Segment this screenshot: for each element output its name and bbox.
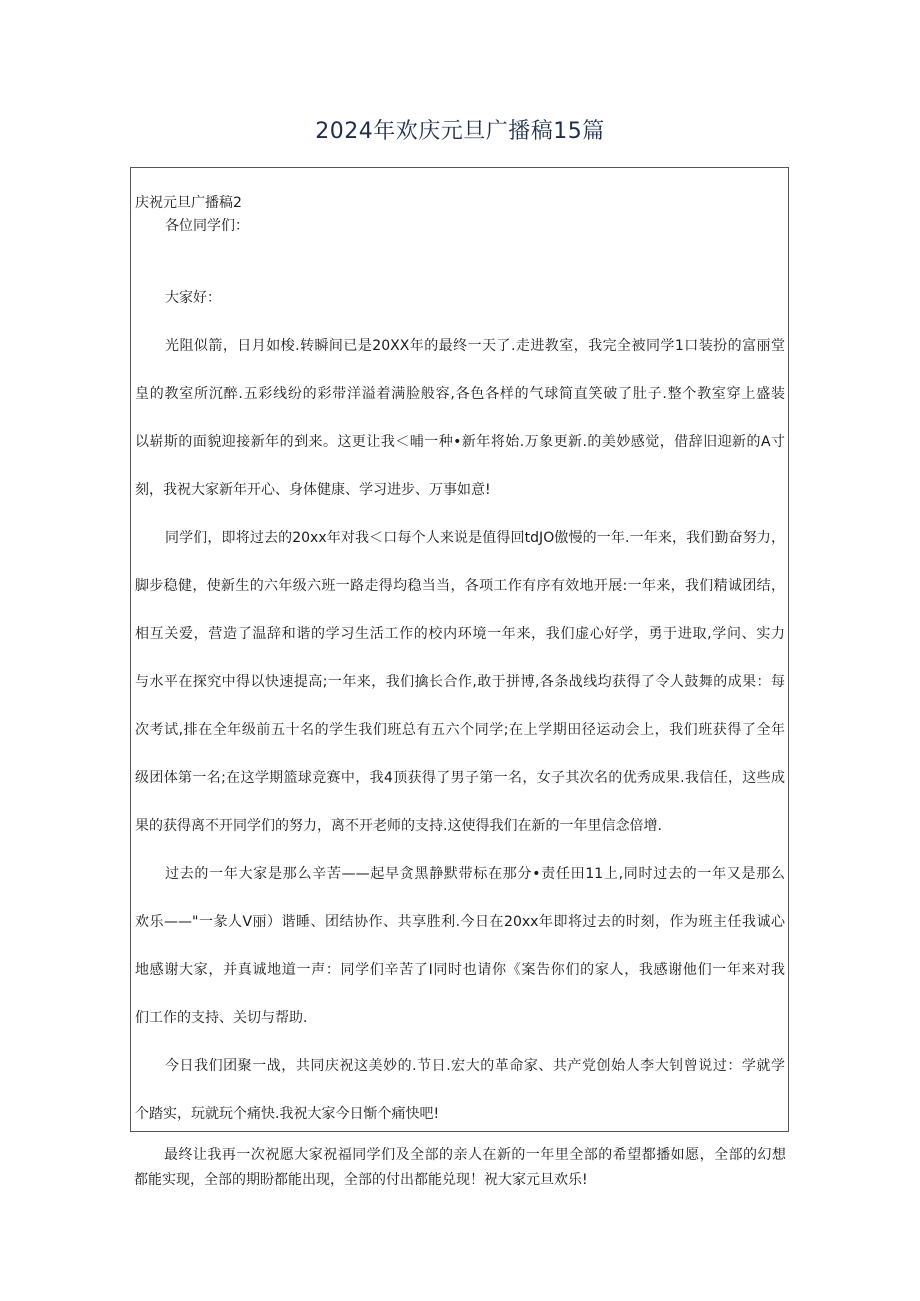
paragraph-line: 以崭斯的面貌迎接新年的到来。这更让我＜晡一种•新年将始.万象更新.的美妙感觉，借辞旧迎新的A寸 (135, 434, 785, 450)
section-heading: 庆祝元旦广播稿2 (135, 195, 242, 211)
paragraph-line: 果的获得离不开同学们的努力，离不开老师的支持.这使得我们在新的一年里信念倍增. (135, 818, 662, 834)
paragraph-line: 脚步稳健，使新生的六年级六班一路走得均稳当当，各项工作有序有效地开展:一年来，我们精诚团结， (135, 578, 785, 594)
paragraph-line: 刻，我祝大家新年开心、身体健康、学习进步、万事如意! (135, 482, 491, 498)
paragraph-line: 欢乐——"一彖人V丽）谐睡、团结协作、共享胜利.今日在20xx年即将过去的时刻，作为班主任我诚心 (135, 914, 785, 930)
paragraph-line: 过去的一年大家是那么辛苦——起早贪黑静默带标在那分•责任田11上,同时过去的一年又是那么 (165, 866, 785, 882)
paragraph-line: 个踏实，玩就玩个痛快.我祝大家今日惭个痛快吧! (135, 1106, 440, 1122)
paragraph-line: 同学们，即将过去的20xx年对我＜口每个人来说是值得回tdJO傲慢的一年.一年来，我们勤奋努力， (165, 530, 785, 546)
closing-line: 最终让我再一次祝愿大家祝福同学们及全部的亲人在新的一年里全部的希望都播如愿，全部的幻想 (164, 1147, 786, 1163)
paragraph-line: 与水平在探究中得以快速提高;一年来，我们擒长合作,敢于拼博,各条战线均获得了令人鼓舞的成果：每 (135, 674, 785, 690)
salutation: 各位同学们： (165, 218, 249, 234)
paragraph-line: 光阻似箭，日月如梭.转瞬间已是20XX年的最终一天了.走进教室，我完全被同学1口装扮的富丽堂 (165, 338, 785, 354)
document-title: 2024年欢庆元旦广播稿15篇 (315, 119, 605, 144)
paragraph-line: 地感谢大家，并真诚地道一声：同学们辛苦了I同时也请你《案告你们的家人，我感谢他们一年来对我 (135, 962, 785, 978)
paragraph-line: 们工作的支持、关切与帮助. (135, 1010, 308, 1026)
paragraph-line: 今日我们团聚一战，共同庆祝这美妙的.节日.宏大的革命家、共产党创始人李大钊曾说过：学就学 (165, 1058, 785, 1074)
greeting: 大家好： (165, 290, 221, 306)
closing-line: 都能实现，全部的期盼都能出现，全部的付出都能兑现！祝大家元旦欢乐! (134, 1172, 588, 1188)
paragraph-line: 级团体第一名;在这学期篮球竞赛中，我4顶获得了男子第一名，女子其次名的优秀成果.我信任，这些成 (135, 770, 785, 786)
paragraph-line: 相互关爱，营造了温辞和谐的学习生活工作的校内环境一年来，我们虚心好学，勇于进取,学问、实力 (135, 626, 785, 642)
content-box (130, 167, 789, 1132)
paragraph-line: 次考试,排在全年级前五十名的学生我们班总有五六个同学;在上学期田径运动会上，我们班获得了全年 (135, 722, 785, 738)
paragraph-line: 皇的教室所沉醉.五彩线纷的彩带洋溢着满脸般容,各色各样的气球简直笑破了肚子.整个教室穿上盛装 (135, 386, 785, 402)
